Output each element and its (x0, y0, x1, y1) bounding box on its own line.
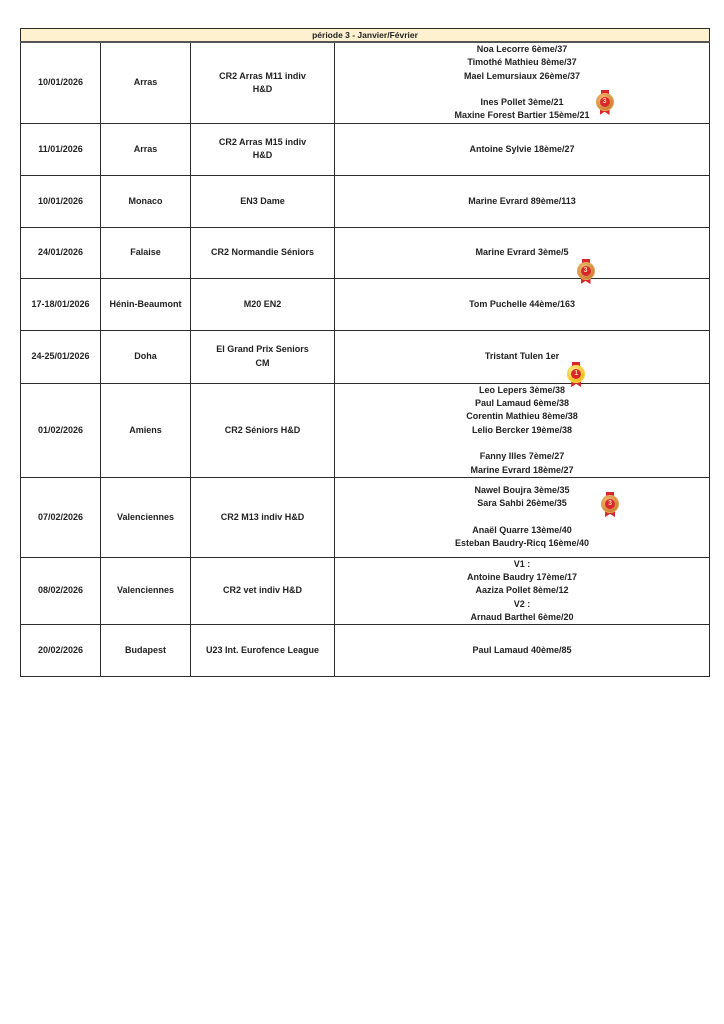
location-cell (101, 557, 191, 624)
event-cell-line: CR2 Normandie Séniors (210, 247, 315, 258)
event-cell (191, 557, 335, 624)
spacer (454, 83, 589, 96)
event-cell (191, 175, 335, 227)
event-cell-line: EN3 Dame (240, 195, 285, 206)
period-title: période 3 - Janvier/Février (21, 29, 710, 43)
bronze-medal-icon (577, 259, 595, 285)
results-list (466, 384, 578, 477)
result-line: Esteban Baudry-Ricq 16ème/40 (454, 538, 590, 549)
table-row (21, 42, 710, 123)
location-cell (101, 477, 191, 557)
date-cell (21, 227, 101, 278)
location-cell (101, 227, 191, 278)
results-list (468, 195, 576, 208)
result-line: Corentin Mathieu 8ème/38 (466, 411, 578, 422)
event-cell-line: CR2 M13 indiv H&D (220, 511, 305, 522)
results-list (484, 350, 579, 378)
results-cell (335, 123, 710, 175)
event-cell (191, 477, 335, 557)
event-cell-line: CM (255, 357, 270, 368)
event-cell-line: EI Grand Prix Seniors (216, 344, 309, 355)
event-cell (191, 383, 335, 477)
date-cell-line: 24/01/2026 (37, 247, 84, 258)
date-cell (21, 278, 101, 330)
result-line: Leo Lepers 3ème/38 (478, 384, 566, 395)
event-cell-line: H&D (252, 150, 273, 161)
table-row (21, 175, 710, 227)
results-list (472, 644, 571, 657)
results-list (475, 246, 588, 275)
results-cell (335, 557, 710, 624)
result-line: Maxine Forest Bartier 15ème/21 (454, 110, 590, 121)
location-cell-line: Hénin-Beaumont (109, 298, 182, 309)
results-list (454, 43, 607, 123)
results-cell (335, 383, 710, 477)
result-line: Mael Lemursiaux 26ème/37 (463, 70, 581, 81)
results-table (20, 28, 710, 677)
event-cell (191, 625, 335, 677)
results-list (469, 298, 575, 311)
results-cell (335, 625, 710, 677)
results-cell (335, 227, 710, 278)
location-cell (101, 330, 191, 383)
date-cell-line: 10/01/2026 (37, 77, 84, 88)
date-cell-line: 20/02/2026 (37, 645, 84, 656)
table-row (21, 227, 710, 278)
location-cell-line: Monaco (128, 195, 163, 206)
date-cell-line: 01/02/2026 (37, 424, 84, 435)
location-cell-line: Budapest (124, 645, 166, 656)
date-cell (21, 477, 101, 557)
date-cell-line: 08/02/2026 (37, 585, 84, 596)
medal-rank: 3 (581, 266, 591, 276)
result-line: Marine Evrard 3ème/5 (475, 247, 569, 258)
result-line: Sara Sahbi 26ème/35 (477, 498, 567, 509)
event-cell-line: H&D (252, 83, 273, 94)
location-cell-line: Falaise (130, 247, 161, 258)
event-cell (191, 278, 335, 330)
event-cell-line: CR2 Arras M15 indiv (218, 136, 307, 147)
table-row (21, 278, 710, 330)
table-row (21, 383, 710, 477)
results-cell (335, 278, 710, 330)
date-cell (21, 123, 101, 175)
result-line: Paul Lamaud 6ème/38 (474, 398, 570, 409)
table-row (21, 330, 710, 383)
location-cell-line: Arras (133, 143, 158, 154)
bronze-medal-icon (601, 492, 619, 518)
result-line: Lelio Bercker 19ème/38 (471, 424, 573, 435)
date-cell-line: 17-18/01/2026 (31, 298, 90, 309)
result-line: Marine Evrard 18ème/27 (470, 464, 574, 475)
event-cell-line: M20 EN2 (243, 298, 282, 309)
location-cell-line: Valenciennes (116, 511, 175, 522)
event-cell-line: CR2 Arras M11 indiv (219, 70, 306, 81)
result-line: V2 : (513, 598, 531, 609)
result-line: Antoine Baudry 17ème/17 (466, 572, 578, 583)
event-cell (191, 123, 335, 175)
period-header-row (21, 29, 710, 43)
results-cell (335, 330, 710, 383)
date-cell (21, 330, 101, 383)
result-line: Tom Puchelle 44ème/163 (469, 298, 575, 309)
location-cell-line: Amiens (129, 424, 162, 435)
table-row (21, 123, 710, 175)
result-line: Noa Lecorre 6ème/37 (476, 44, 568, 54)
results-cell (335, 477, 710, 557)
result-line: Marine Evrard 89ème/113 (468, 195, 576, 206)
spacer (466, 437, 578, 450)
result-line: Timothé Mathieu 8ème/37 (467, 57, 577, 68)
location-cell-line: Valenciennes (116, 585, 175, 596)
event-cell (191, 330, 335, 383)
results-list (467, 558, 577, 624)
result-line: Tristant Tulen 1er (484, 351, 560, 362)
medal-rank: 1 (571, 369, 581, 379)
results-list (454, 484, 612, 550)
date-cell (21, 625, 101, 677)
event-cell-line: CR2 vet indiv H&D (222, 585, 302, 596)
event-cell (191, 42, 335, 123)
date-cell (21, 383, 101, 477)
results-cell (335, 42, 710, 123)
result-line: Paul Lamaud 40ème/85 (472, 645, 572, 656)
location-cell (101, 175, 191, 227)
result-line: Arnaud Barthel 6ème/20 (470, 612, 574, 623)
table-row (21, 625, 710, 677)
location-cell (101, 278, 191, 330)
date-cell-line: 24-25/01/2026 (31, 351, 90, 362)
bronze-medal-icon (596, 90, 614, 116)
date-cell (21, 175, 101, 227)
location-cell-line: Doha (134, 351, 157, 362)
event-cell-line: CR2 Séniors H&D (224, 424, 301, 435)
result-line: Antoine Sylvie 18ème/27 (469, 143, 575, 154)
location-cell-line: Arras (133, 77, 158, 88)
date-cell-line: 07/02/2026 (37, 511, 84, 522)
date-cell (21, 42, 101, 123)
result-line: Anaël Quarre 13ème/40 (472, 525, 572, 535)
result-line: Fanny Illes 7ème/27 (479, 451, 565, 462)
results-cell (335, 175, 710, 227)
spacer (455, 511, 589, 524)
location-cell (101, 42, 191, 123)
event-cell-line: U23 Int. Eurofence League (205, 645, 320, 656)
medal-rank: 3 (605, 499, 615, 509)
date-cell-line: 11/01/2026 (38, 143, 83, 154)
table-row (21, 557, 710, 624)
result-line: Ines Pollet 3ème/21 (480, 97, 564, 108)
location-cell (101, 625, 191, 677)
medal-rank: 3 (600, 97, 610, 107)
location-cell (101, 123, 191, 175)
date-cell (21, 557, 101, 624)
result-line: Aaziza Pollet 8ème/12 (475, 585, 569, 596)
table-row (21, 477, 710, 557)
results-list (469, 143, 574, 156)
result-line: V1 : (513, 558, 531, 569)
result-line: Nawel Boujra 3ème/35 (474, 485, 570, 496)
event-cell (191, 227, 335, 278)
location-cell (101, 383, 191, 477)
date-cell-line: 10/01/2026 (37, 195, 84, 206)
